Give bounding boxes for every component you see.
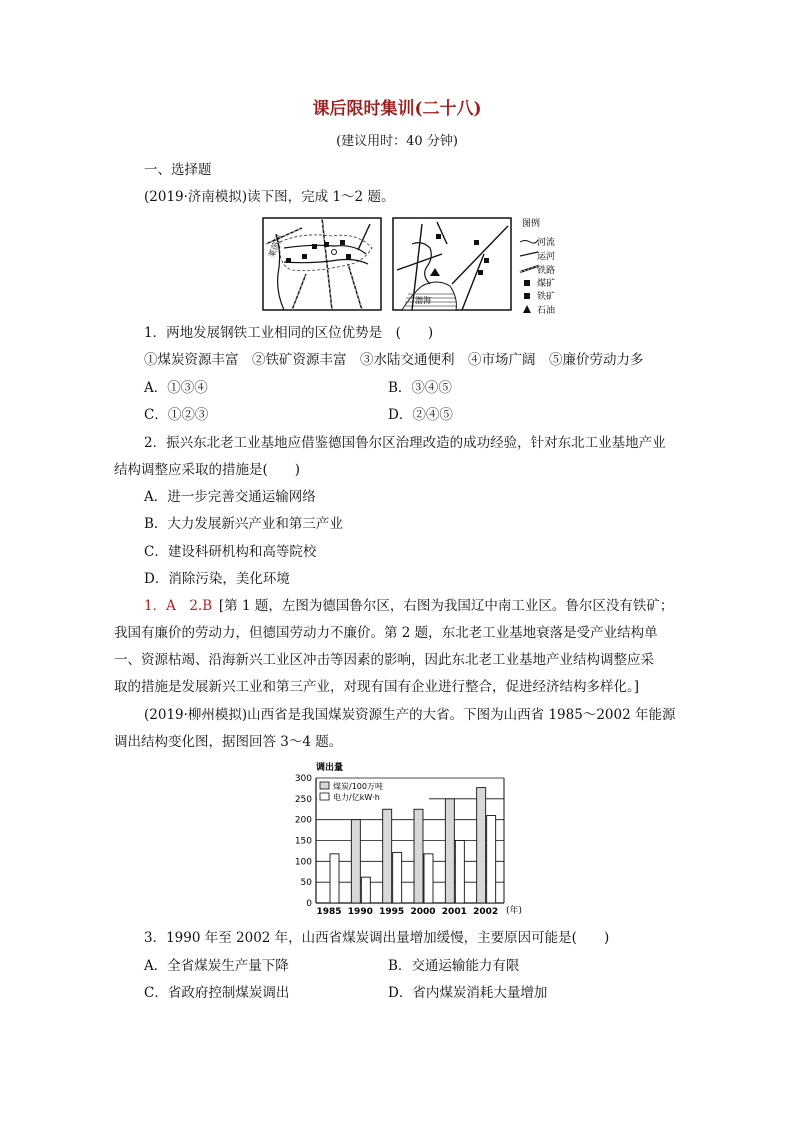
y-tick-label: 300 [294,774,312,784]
legend-iron: 铁矿 [537,292,556,302]
x-tick-label: 2002 [473,907,499,917]
q1-options-line: ①煤炭资源丰富 ②铁矿资源丰富 ③水陆交通便利 ④市场广阔 ⑤廉价劳动力多 [144,352,644,368]
q3-option-d: D．省内煤炭消耗大量增加 [388,985,548,1001]
bar [414,809,423,903]
x-tick-label: 1990 [347,907,373,917]
answer-explanation-4: 取的措施是发展新兴工业和第三产业，对现有国有企业进行整合，促进经济结构多样化。] [114,679,640,695]
legend-label: 电力/亿kW·h [333,793,380,802]
legend-oil: 石油 [537,306,556,314]
page-subtitle: (建议用时：40 分钟) [336,134,458,149]
q3-option-c: C．省政府控制煤炭调出 [144,985,290,1001]
x-tick-label: 1995 [379,907,405,917]
bar [424,854,433,903]
answer-explanation-3: 一、资源枯竭、沿海新兴工业区冲击等因素的影响，因此东北老工业基地产业结构调整应采 [114,652,654,668]
energy-export-chart [282,760,542,920]
legend-label: 煤炭/100万吨 [333,782,383,791]
bar [330,854,339,903]
y-tick-label: 100 [294,857,312,868]
x-tick-label: 2001 [441,907,467,917]
map-legend [520,217,555,314]
bohai-label: 渤海 [415,296,431,305]
q2-option-d: D．消除污染，美化环境 [144,571,290,587]
q2-stem-line2: 结构调整应采取的措施是( ) [114,462,301,478]
y-tick-label: 250 [294,794,312,805]
chart-ylabel: 调出量 [316,763,344,773]
legend-swatch [320,782,329,789]
q1-option-b: B．③④⑤ [388,380,452,396]
q2-option-c: C．建设科研机构和高等院校 [144,544,317,560]
legend-swatch [320,793,329,800]
q2-stem-line1: 2．振兴东北老工业基地应借鉴德国鲁尔区治理改造的成功经验，针对东北工业基地产业 [144,435,666,451]
ruhr-map [263,218,381,310]
answer-explanation-2: 我国有廉价的劳动力，但德国劳动力不廉价。第 2 题，东北老工业基地衰落是受产业结构单 [114,625,658,641]
question-intro: (2019·济南模拟)读下图，完成 1～2 题。 [144,189,395,205]
intro2-line1: (2019·柳州模拟)山西省是我国煤炭资源生产的大省。下图为山西省 1985～2002 年能源 [144,707,676,723]
q2-option-b: B．大力发展新兴产业和第三产业 [144,516,343,532]
section-heading: 一、选择题 [144,162,212,178]
q3-stem: 3．1990 年至 2002 年，山西省煤炭调出量增加缓慢，主要原因可能是( ) [144,930,610,946]
intro2-line2: 调出结构变化图，据图回答 3～4 题。 [114,734,343,750]
legend-railway: 铁路 [537,266,556,276]
q1-option-c: C．①②③ [144,407,209,423]
chart-xlabel: (年) [506,906,523,916]
q3-option-b: B．交通运输能力有限 [388,958,520,974]
x-tick-label: 1985 [316,907,342,917]
bar [477,788,486,903]
bar [393,853,402,903]
rhine-label: 莱茵河 [267,233,284,259]
y-tick-label: 150 [294,836,312,847]
map-figure [262,214,572,314]
legend-river: 河流 [537,238,556,248]
y-tick-label: 200 [294,815,312,826]
liaoning-map [393,218,511,310]
bar [361,877,370,903]
x-tick-label: 2000 [410,907,436,917]
q2-option-a: A．进一步完善交通运输网络 [144,489,316,505]
q1-option-d: D．②④⑤ [388,407,453,423]
answer-key: 1．A 2.B [144,598,213,614]
q3-option-a: A．全省煤炭生产量下降 [144,958,289,974]
bar [487,816,496,904]
bar [383,809,392,903]
answer-explanation-1: [第 1 题，左图为德国鲁尔区，右图为我国辽中南工业区。鲁尔区没有铁矿； [218,598,674,614]
answer-line1 [144,597,673,615]
legend-coal: 煤矿 [537,279,556,289]
q1-option-a: A．①③④ [144,380,208,396]
legend-canal: 运河 [537,252,556,262]
y-tick-label: 0 [306,899,312,909]
legend-title: 图例 [522,219,541,229]
page-title: 课后限时集训(二十八) [312,99,482,119]
bar [351,820,360,903]
q1-stem: 1．两地发展钢铁工业相同的区位优势是 ( ) [144,325,434,341]
bar [445,799,454,903]
y-tick-label: 50 [300,878,312,889]
bar [455,841,464,904]
